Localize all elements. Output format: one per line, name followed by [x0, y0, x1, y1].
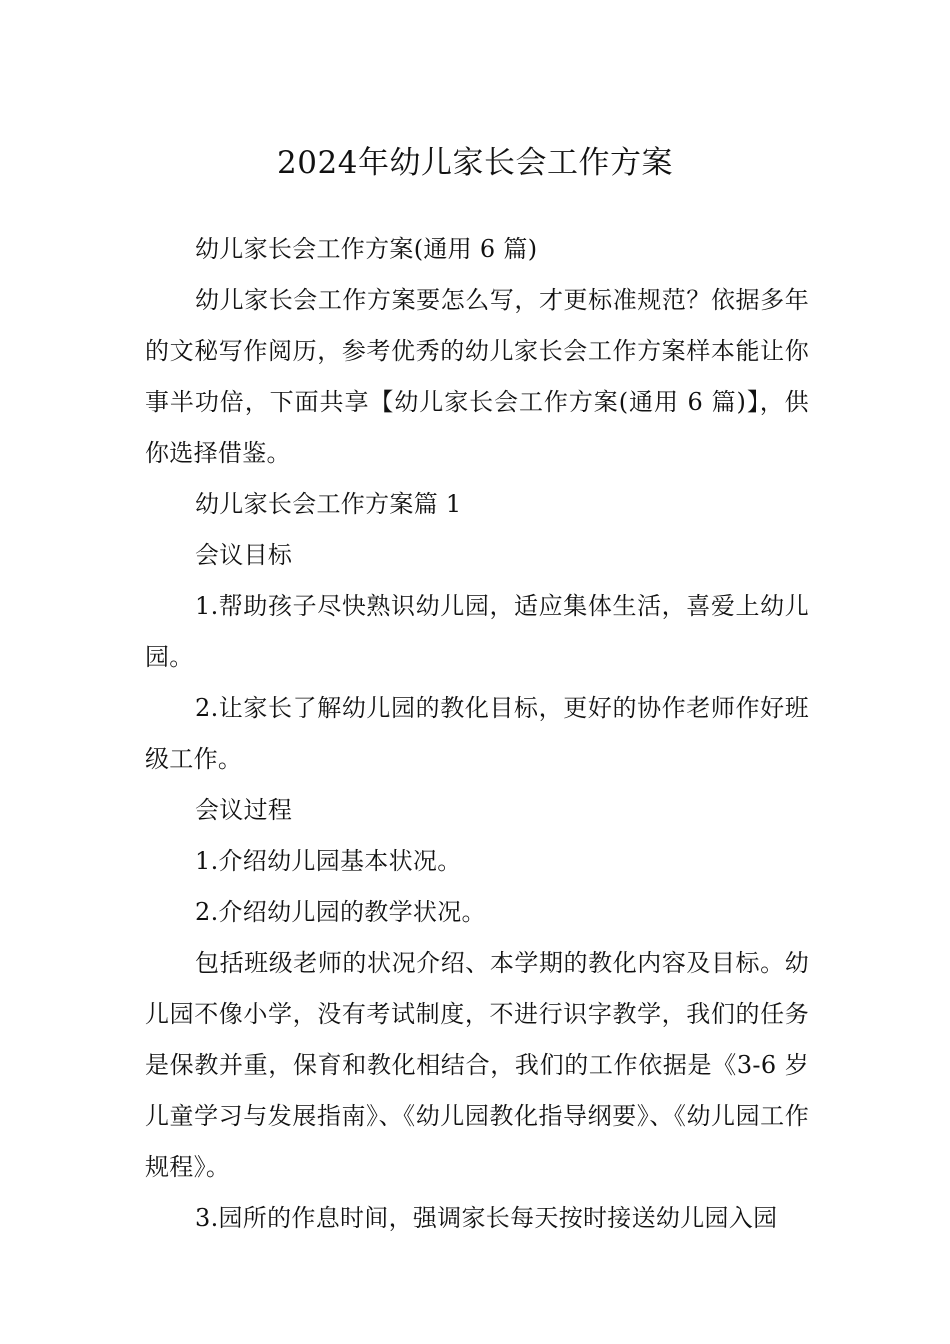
paragraph-process-3: 3.园所的作息时间，强调家长每天按时接送幼儿园入园	[195, 1204, 778, 1232]
paragraph-goal-1: 1.帮助孩子尽快熟识幼儿园，适应集体生活，喜爱上幼儿园。	[145, 592, 809, 671]
paragraph-process-1: 1.介绍幼儿园基本状况。	[195, 847, 462, 875]
paragraph-section-heading: 幼儿家长会工作方案篇 1	[195, 490, 462, 518]
document-title: 2024年幼儿家长会工作方案	[277, 145, 673, 181]
paragraph-process-2: 2.介绍幼儿园的教学状况。	[195, 898, 486, 926]
paragraph-intro: 幼儿家长会工作方案要怎么写，才更标准规范？依据多年的文秘写作阅历，参考优秀的幼儿家长会工作方案样本能让你事半功倍，下面共享【幼儿家长会工作方案(通用 6 篇)】，供你选择借鉴。	[145, 286, 809, 467]
paragraph-goal-2: 2.让家长了解幼儿园的教化目标，更好的协作老师作好班级工作。	[145, 694, 809, 773]
paragraph-meeting-goals-heading: 会议目标	[195, 541, 293, 569]
paragraph-meeting-process-heading: 会议过程	[195, 796, 293, 824]
paragraph-subtitle: 幼儿家长会工作方案(通用 6 篇)	[195, 235, 538, 263]
paragraph-process-2-detail: 包括班级老师的状况介绍、本学期的教化内容及目标。幼儿园不像小学，没有考试制度，不进行识字教学，我们的任务是保教并重，保育和教化相结合，我们的工作依据是《3-6 岁儿童学习与发展指南》、《幼儿园教化指导纲要》、《幼儿园工作规程》。	[145, 949, 809, 1181]
document-body	[145, 224, 809, 1244]
